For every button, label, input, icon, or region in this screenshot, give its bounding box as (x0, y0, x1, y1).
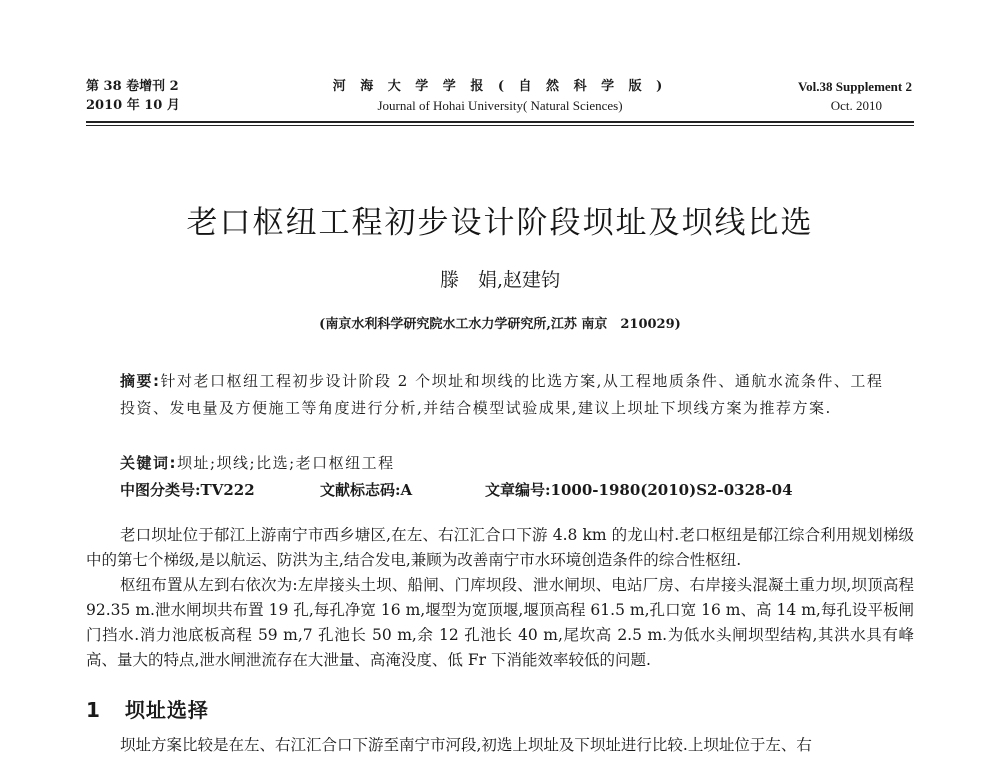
publication-date: 2010 年 10 月 (86, 98, 180, 113)
classification-line (120, 477, 890, 504)
header-rule-thick (86, 121, 914, 123)
running-header-right (798, 77, 912, 115)
volume-issue: 第 38 卷增刊 2 (86, 79, 179, 94)
abstract (120, 368, 890, 422)
keywords (120, 450, 890, 477)
journal-name-en: Journal of Hohai University( Natural Sciences) (377, 98, 623, 113)
section-number: 1 (86, 698, 101, 722)
keywords-label: 关键词: (120, 454, 177, 472)
volume-issue-en: Vol.38 Supplement 2 (797, 79, 912, 94)
document-code: 文献标志码:A (320, 481, 413, 499)
section-title: 坝址选择 (124, 698, 209, 722)
abstract-text: 针对老口枢纽工程初步设计阶段 2 个坝址和坝线的比选方案,从工程地质条件、通航水流条件、工程投资、发电量及方便施工等角度进行分析,并结合模型试验成果,建议上坝址下坝线方案为推荐方案. (120, 372, 884, 417)
body-paragraph-3: 坝址方案比较是在左、右江汇合口下游至南宁市河段,初选上坝址及下坝址进行比较.上坝址位于左、右 (120, 736, 812, 754)
article-authors: 滕 娟,赵建钧 (439, 269, 561, 291)
article-title: 老口枢纽工程初步设计阶段坝址及坝线比选 (186, 205, 814, 241)
keywords-text: 坝址;坝线;比选;老口枢纽工程 (177, 454, 395, 472)
clc-number: 中图分类号:TV222 (120, 481, 255, 499)
author-affiliation: (南京水利科学研究院水工水力学研究所,江苏 南京 210029) (319, 317, 681, 332)
body-paragraph-1: 老口坝址位于郁江上游南宁市西乡塘区,在左、右江汇合口下游 4.8 km 的龙山村.老口枢纽是郁江综合利用规划梯级中的第七个梯级,是以航运、防洪为主,结合发电,兼顾为改善南宁市水环境创造条件的综合性枢纽. (86, 526, 914, 569)
section-heading (86, 694, 209, 723)
abstract-label: 摘要: (120, 372, 161, 390)
body-paragraph-2: 枢纽布置从左到右依次为:左岸接头土坝、船闸、门库坝段、泄水闸坝、电站厂房、右岸接头混凝土重力坝,坝顶高程 92.35 m.泄水闸坝共布置 19 孔,每孔净宽 16 m,堰型为宽顶堰,堰顶高程 61.5 m,孔口宽 16 m、高 14 m,每孔设平板闸门挡水.消力池底板高程 59 m,7 孔池长 50 m,余 12 孔池长 40 m,尾坎高 2.5 m.为低水头闸坝型结构,其洪水具有峰高、量大的特点,泄水闸泄流存在大泄量、高淹没度、低 Fr 下消能效率较低的问题. (86, 576, 914, 669)
publication-date-en: Oct. 2010 (830, 98, 882, 113)
article-number: 文章编号:1000-1980(2010)S2-0328-04 (485, 481, 793, 499)
journal-name-cn: 河 海 大 学 学 报 ( 自 然 科 学 版 ) (332, 79, 668, 94)
header-rule-thin (86, 125, 914, 126)
